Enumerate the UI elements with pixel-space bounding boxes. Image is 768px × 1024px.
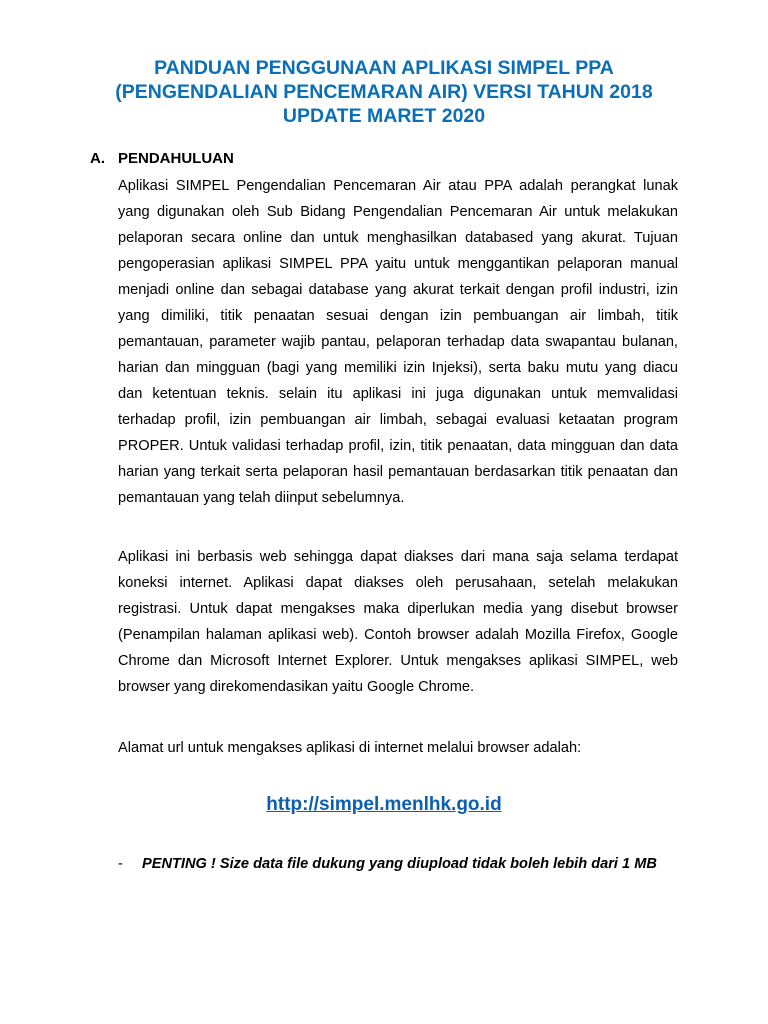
paragraph-line: menjadi online dan sebagai database yang akurat terkait dengan profil industri, izin bbox=[118, 282, 678, 298]
paragraph-line: Aplikasi ini berbasis web sehingga dapat diakses dari mana saja selama terdapat bbox=[118, 549, 678, 565]
paragraph-line: pengoperasian aplikasi SIMPEL PPA yaitu untuk menggantikan pelaporan manual bbox=[118, 256, 678, 272]
paragraph-line: yang digunakan oleh Sub Bidang Pengendalian Pencemaran Air untuk melakukan bbox=[118, 204, 678, 220]
important-note bbox=[118, 853, 657, 875]
paragraph-line: yang dimiliki, titik penaatan sesuai dengan izin pembuangan air limbah, titik bbox=[118, 308, 678, 324]
section-heading bbox=[90, 149, 234, 169]
section-number: A. bbox=[90, 150, 105, 167]
paragraph-line: pemantauan, parameter wajib pantau, pelaporan terhadap data swapantau bulanan, bbox=[118, 334, 678, 350]
paragraph-introduction bbox=[118, 173, 678, 511]
note-bullet: - bbox=[118, 856, 123, 872]
paragraph-line: Chrome dan Microsoft Internet Explorer. Untuk mengakses aplikasi SIMPEL, web bbox=[118, 653, 678, 669]
paragraph-line: dan ketentuan teknis. selain itu aplikasi ini juga digunakan untuk memvalidasi bbox=[118, 386, 678, 402]
paragraph-line: koneksi internet. Aplikasi dapat diakses oleh perusahaan, setelah melakukan bbox=[118, 575, 678, 591]
paragraph-line: (Penampilan halaman aplikasi web). Contoh browser adalah Mozilla Firefox, Google bbox=[118, 627, 678, 643]
paragraph-line: harian yang terkait serta pelaporan hasil pemantauan berdasarkan titik penaatan dan bbox=[118, 464, 678, 480]
document-title bbox=[90, 56, 678, 128]
section-title: PENDAHULUAN bbox=[118, 150, 234, 167]
paragraph-line: terhadap profil, izin pembuangan air limbah, sebagai evaluasi ketaatan program bbox=[118, 412, 678, 428]
title-line-1: PANDUAN PENGGUNAAN APLIKASI SIMPEL PPA bbox=[154, 57, 614, 79]
paragraph-line: browser yang direkomendasikan yaitu Google Chrome. bbox=[118, 679, 475, 695]
paragraph-line: pelaporan secara online dan untuk menghasilkan databased yang akurat. Tujuan bbox=[118, 230, 678, 246]
title-line-3: UPDATE MARET 2020 bbox=[282, 105, 486, 127]
title-line-2: (PENGENDALIAN PENCEMARAN AIR) VERSI TAHUN 2018 bbox=[115, 81, 653, 103]
paragraph-line: registrasi. Untuk dapat mengakses maka diperlukan media yang disebut browser bbox=[118, 601, 678, 617]
paragraph-line: harian dan mingguan (bagi yang memiliki izin Injeksi), serta baku mutu yang diacu bbox=[118, 360, 678, 376]
paragraph-line: Aplikasi SIMPEL Pengendalian Pencemaran Air atau PPA adalah perangkat lunak bbox=[118, 178, 678, 194]
paragraph-line: PROPER. Untuk validasi terhadap profil, izin, titik penaatan, data mingguan dan data bbox=[118, 438, 678, 454]
note-text: PENTING ! Size data file dukung yang diupload tidak boleh lebih dari 1 MB bbox=[142, 856, 657, 872]
paragraph-line: pemantauan yang telah diinput sebelumnya. bbox=[118, 490, 405, 506]
paragraph-url-intro: Alamat url untuk mengakses aplikasi di internet melalui browser adalah: bbox=[118, 740, 582, 756]
simpel-url-link[interactable]: http://simpel.menlhk.go.id bbox=[266, 794, 502, 815]
paragraph-web-access bbox=[118, 544, 678, 700]
